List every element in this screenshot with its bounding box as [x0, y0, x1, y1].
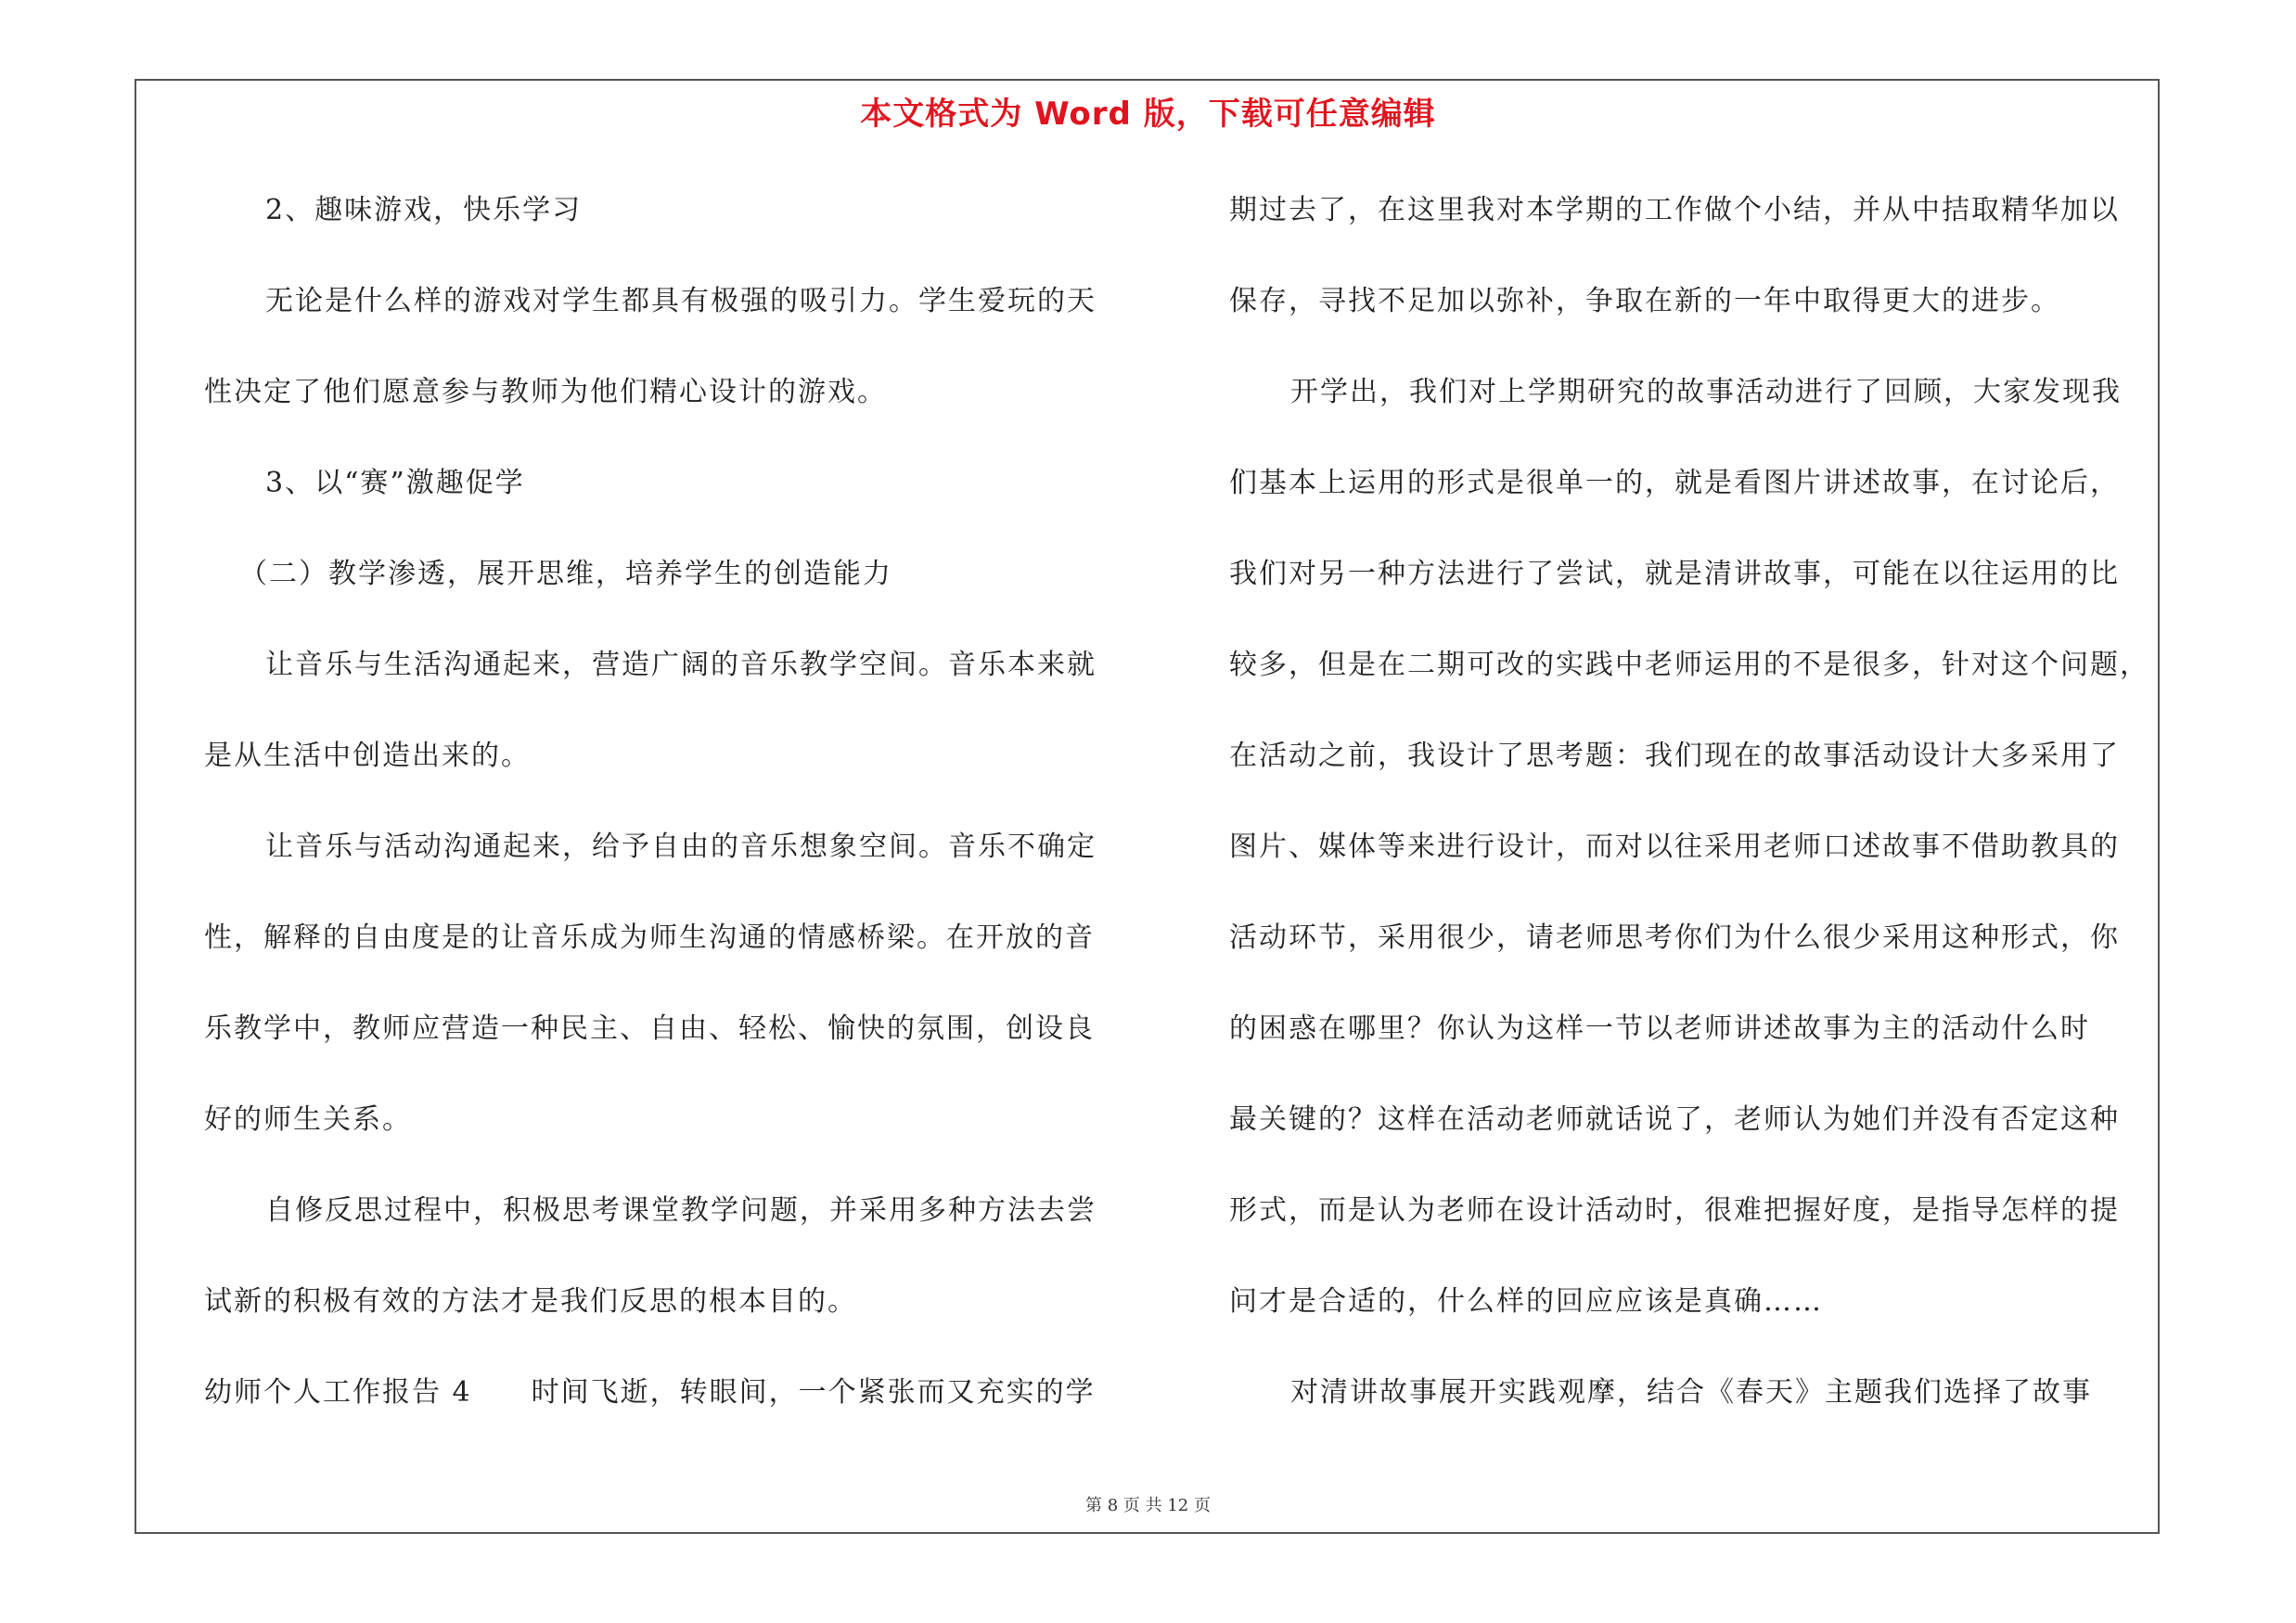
- paragraph-line: 乐教学中，教师应营造一种民主、自由、轻松、愉快的氛围，创设良: [204, 1012, 1095, 1045]
- paragraph-line: 期过去了，在这里我对本学期的工作做个小结，并从中拮取精华加以: [1229, 194, 2120, 226]
- paragraph-line: 试新的积极有效的方法才是我们反思的根本目的。: [204, 1285, 857, 1318]
- paragraph-line: 性，解释的自由度是的让音乐成为师生沟通的情感桥梁。在开放的音: [204, 921, 1095, 954]
- paragraph-line: 是从生活中创造出来的。: [204, 740, 531, 772]
- paragraph-line: 让音乐与生活沟通起来，营造广阔的音乐教学空间。音乐本来就: [265, 649, 1097, 681]
- right-column: [1229, 181, 2157, 1454]
- page-number: 第 8 页 共 12 页: [1085, 1496, 1211, 1515]
- paragraph-line: 们基本上运用的形式是很单一的，就是看图片讲述故事，在讨论后，: [1229, 467, 2120, 499]
- paragraph-line: 开学出，我们对上学期研究的故事活动进行了回顾，大家发现我: [1290, 376, 2122, 408]
- paragraph-line: 活动环节，采用很少，请老师思考你们为什么很少采用这种形式，你: [1229, 921, 2120, 954]
- paragraph-line: 好的师生关系。: [204, 1103, 412, 1136]
- document-banner: 本文格式为 Word 版，下载可任意编辑: [860, 96, 1436, 133]
- paragraph-line: 形式，而是认为老师在设计活动时，很难把握好度，是指导怎样的提: [1229, 1194, 2120, 1227]
- paragraph-line: 最关键的？这样在活动老师就话说了，老师认为她们并没有否定这种: [1229, 1103, 2120, 1136]
- left-column: [204, 181, 1132, 1454]
- paragraph-line: 让音乐与活动沟通起来，给予自由的音乐想象空间。音乐不确定: [265, 831, 1097, 863]
- paragraph-line: 无论是什么样的游戏对学生都具有极强的吸引力。学生爱玩的天: [265, 285, 1097, 317]
- paragraph-line: 我们对另一种方法进行了尝试，就是清讲故事，可能在以往运用的比: [1229, 558, 2120, 590]
- paragraph-line: 性决定了他们愿意参与教师为他们精心设计的游戏。: [204, 376, 887, 408]
- paragraph-line: 对清讲故事展开实践观摩，结合《春天》主题我们选择了故事: [1290, 1376, 2092, 1409]
- paragraph-line: 较多，但是在二期可改的实践中老师运用的不是很多，针对这个问题，: [1229, 649, 2149, 681]
- paragraph-line: 问才是合适的，什么样的回应应该是真确……: [1229, 1285, 1823, 1318]
- report-heading-line: [204, 1363, 1132, 1454]
- paragraph-line: 3、以“赛”激趣促学: [265, 467, 525, 499]
- report-heading: 幼师个人工作报告 4: [204, 1376, 472, 1409]
- paragraph-line: 的困惑在哪里？你认为这样一节以老师讲述故事为主的活动什么时: [1229, 1012, 2090, 1045]
- paragraph-line: 自修反思过程中，积极思考课堂教学问题，并采用多种方法去尝: [265, 1194, 1097, 1227]
- paragraph-text: 时间飞逝，转眼间，一个紧张而又充实的学: [531, 1376, 1096, 1409]
- paragraph-line: 图片、媒体等来进行设计，而对以往采用老师口述故事不借助教具的: [1229, 831, 2120, 863]
- paragraph-line: 2、趣味游戏，快乐学习: [265, 194, 583, 226]
- paragraph-line: 保存，寻找不足加以弥补，争取在新的一年中取得更大的进步。: [1229, 285, 2060, 317]
- paragraph-line: 在活动之前，我设计了思考题：我们现在的故事活动设计大多采用了: [1229, 740, 2120, 772]
- paragraph-line: （二）教学渗透，展开思维，培养学生的创造能力: [239, 558, 892, 590]
